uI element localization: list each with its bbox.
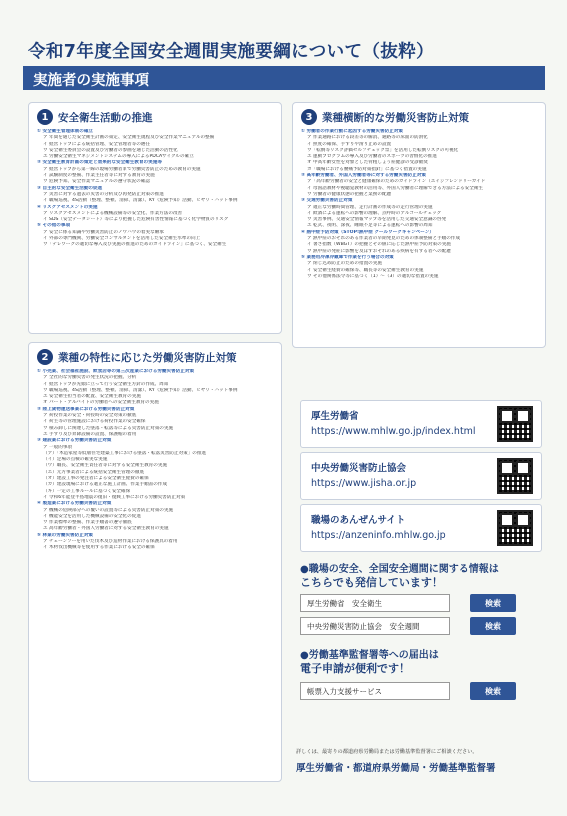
list-item: ア 機械の危険部分への覆いの設置等による災害防止対策の実施 <box>43 507 174 513</box>
section-2-title: 業種の特性に応じた労働災害防止対策 <box>58 351 237 364</box>
list-item: ウ その他関係法令等に基づく（1）〜（3）の適切な措置の実施 <box>307 273 439 279</box>
info-1-heading: ●職場の安全、全国安全週間に関する情報は <box>300 564 499 575</box>
list-item: イ 経営トップが先頭に立って行う安全衛生方針の作成、周知 <box>43 381 169 387</box>
subsection-heading: ② 高年齢労働者、外国人労働者等に対する労働災害防止対策 <box>301 173 426 179</box>
link-anzeninfo-name: 職場のあんぜんサイト <box>311 515 406 526</box>
section-2-list <box>37 369 273 552</box>
list-item: （ア）「木造家屋等低層住宅建築工事における墜落・転落災害防止対策」の推進 <box>43 450 207 456</box>
list-item: ア 年間を通じた安全衛生計画の策定、安全衛生規程及び安全作業マニュアルの整備 <box>43 135 215 141</box>
subsection-heading: ④ リスクアセスメントの実施 <box>37 204 98 210</box>
list-item: イ 飲酒による運転への影響の理解、点呼時のアルコールチェック <box>307 210 442 216</box>
list-item: ア 全社的な労働災害の発生状況の把握、分析 <box>43 375 137 381</box>
subsection-heading: ② 安全衛生教育計画の策定と効果的な安全衛生教育の実施等 <box>37 160 162 166</box>
list-item: イ 暑さ指数（WBGT）の把握とその値に応じた熱中症予防対策の実施 <box>307 242 451 248</box>
list-item: （キ）一定の工事ルールに基づく安全確保 <box>43 488 131 494</box>
list-item: イ 安全衛生経費の確保等、職長等の安全衛生教育の実施 <box>307 267 424 273</box>
section-3-heading <box>301 109 537 125</box>
section-1-heading <box>37 109 273 125</box>
list-item: （イ）足場の点検の確実な実施 <box>43 457 108 463</box>
list-item: ア 熱中症のおそれのある作業者の早期発見のための体制整備と手順の作成 <box>307 236 461 242</box>
list-item: （オ）建設工事の発注者による安全衛生経費の確保 <box>43 476 149 482</box>
list-item: ウ「転倒等リスク評価セルフチェック票」を活用した転倒リスクの可視化 <box>307 147 459 153</box>
list-item: ア 作業通路における段差等の解消、通路等の床面の防滑化 <box>307 135 428 141</box>
info-1-subheading: こちらでも発信しています！ <box>300 576 443 589</box>
list-item: エ 高年齢労働者・外国人労働者に対する安全衛生教育の実施 <box>43 526 169 532</box>
list-item: イ 外部の専門機関、労働安全コンサルタントを活用した安全衛生水準の向上 <box>43 236 201 242</box>
subsection-heading: ② 陸上貨物運送事業における労働災害防止対策 <box>37 406 135 412</box>
search-field[interactable]: 中央労働災害防止協会 安全週間 <box>300 617 450 635</box>
list-item: ウ 熱中症の発症に影響を及ぼすおそれのある疾病を有する者への配慮 <box>307 248 451 254</box>
list-item: ウ 積み卸しに関連した墜落・転落等による災害防止対策の実施 <box>43 425 174 431</box>
section-2-box <box>28 342 282 782</box>
page-title: 令和7年度全国安全週間実施要綱について（抜粋） <box>28 42 435 62</box>
list-item: イ 木材伐出機械等を使用する作業における安全の確保 <box>43 545 155 551</box>
list-item: ウ 作業標準の整備、作業手順書の遵守徹底 <box>43 520 132 526</box>
section-1-box <box>28 102 282 334</box>
subsection-heading: ① 労働者の作業行動に起因する労働災害防止対策 <box>301 129 403 134</box>
link-jisha-name: 中央労働災害防止協会 <box>311 463 407 474</box>
search-field[interactable]: 厚生労働省 安全衛生 <box>300 594 450 612</box>
subsection-heading: ⑤ その他の事項 <box>37 223 71 229</box>
search-button[interactable]: 検索 <box>470 682 516 700</box>
list-item: エ 運動プログラムの導入及び労働者のスポーツの習慣化の推進 <box>307 154 437 160</box>
subsection-heading: ④ 熱中症予防対策（STOP!熱中症 クールワークキャンペーン） <box>301 229 434 235</box>
info-2-subheading: 電子申請が便利です！ <box>300 662 410 675</box>
list-item: イ 経営トップによる統括管理、安全管理者等の選任 <box>43 141 150 147</box>
qr-code-icon <box>497 406 533 442</box>
list-item: ア リスクアセスメントによる機械設備等の安全化、作業方法の改善 <box>43 210 183 216</box>
subsection-heading: ③ 自主的な安全衛生活動の促進 <box>37 185 103 191</box>
list-item: エ 安全衛生担当者の配置、安全衛生教育の実施 <box>43 394 141 400</box>
search-button[interactable]: 検索 <box>470 594 516 612</box>
search-row-3 <box>300 682 516 700</box>
list-item: （エ）元方事業者による統括安全衛生管理の徹底 <box>43 469 145 475</box>
list-item: ウ 災害事例、交通安全情報マップ等を活用した交通安全意識の啓発 <box>307 217 447 223</box>
search-row-1 <box>300 594 516 612</box>
list-item: イ 荷主等の管理施設における荷役作業の安全確保 <box>43 419 146 425</box>
list-item: ア 閉じ込め防止のための措置の実施 <box>307 261 382 267</box>
info-2-heading: ●労働基準監督署等への届出は <box>300 650 439 661</box>
link-mhlw-url[interactable]: https://www.mhlw.go.jp/index.html <box>311 426 476 437</box>
list-item: イ 令和6年能登半島地震の復旧・復興工事における労働災害防止対策 <box>43 494 186 500</box>
list-item: ア 経営トップから第一線の現場労働者まで労働災害防止のための教育の実施 <box>43 166 201 172</box>
list-item: ア 災害に対する過去の災害の分析及び再発防止対策の推進 <box>43 191 164 197</box>
section-3-title: 業種横断的な労働災害防止対策 <box>322 111 469 124</box>
list-item: （ウ）職長、安全衛生責任者等に対する安全衛生教育の実施 <box>43 463 168 469</box>
link-jisha-url[interactable]: https://www.jisha.or.jp <box>311 478 417 489</box>
section-1-title: 安全衛生活動の推進 <box>58 111 153 124</box>
list-item: ア 一般的事項 <box>43 444 73 450</box>
subsection-heading: ① 安全衛生管理体制の確立 <box>37 129 94 134</box>
section-1-number: 1 <box>37 109 53 125</box>
section-3-list <box>301 129 537 280</box>
link-jisha[interactable] <box>300 452 542 500</box>
list-item: イ 職場巡視、4S活動（整理、整頓、清掃、清潔）、KY（危険予知）活動、ヒヤリ・ハット事例 <box>43 198 238 204</box>
list-item: オ パート・アルバイトの労働者への安全衛生教育の実施 <box>43 400 159 406</box>
list-item: ウ 安全衛生委員会の設置及び労働者の参画を通じた活動の活性化 <box>43 147 178 153</box>
list-item: ウ 労働者の健康状態の把握と業務の配慮 <box>307 191 392 197</box>
section-1-list <box>37 129 273 249</box>
list-item: オ 中高年齢女性を対象とした骨粗しょう症健診の受診勧奨 <box>307 160 428 166</box>
qr-code-icon <box>497 510 533 546</box>
link-anzeninfo[interactable] <box>300 504 542 552</box>
list-item: ア「高年齢労働者の安全と健康確保のためのガイドライン（エイジフレンドリーガイド <box>307 179 486 185</box>
list-item: ア 適正な労働時間管理、走行計画の作成等の走行管理の実施 <box>307 204 433 210</box>
search-row-2 <box>300 617 516 635</box>
list-item: エ 労働安全衛生マネジメントシステムの導入によるPDCAサイクルの確立 <box>43 154 194 160</box>
search-field[interactable]: 帳票入力支援サービス <box>300 682 450 700</box>
list-item: ウ 職場巡視、4S活動（整理、整頓、清掃、清潔）、KY（危険予知）活動、ヒヤリ・ハット事例 <box>43 387 238 393</box>
subsection-heading: ③ 建設業における労働災害防止対策 <box>37 438 112 444</box>
footer-organization: 厚生労働省・都道府県労働局・労働基準監督署 <box>296 763 496 774</box>
subsection-heading: ⑤ 林業の労働災害防止対策 <box>37 532 94 538</box>
list-item: エ 乾式、夜明、深夜、睡眠不足等による運転への影響の周知 <box>307 223 433 229</box>
link-mhlw-name: 厚生労働省 <box>311 411 359 422</box>
list-item: ア チェーンソーを用いた伐木及び造材作業における保護具の着用 <box>43 539 178 545</box>
footer-note: 詳しくは、最寄りの都道府県労働局または労働基準監督署にご相談ください。 <box>296 749 478 755</box>
list-item: イ 母国語教材や視聴覚教材の活用等、外国人労働者に理解できる方法による安全衛生 <box>307 185 484 191</box>
list-item: イ 機能安全を活用した機械設備の安全化の促進 <box>43 513 141 519</box>
link-anzeninfo-url[interactable]: https://anzeninfo.mhlw.go.jp <box>311 530 446 541</box>
list-item: エ 手すり及び昇降設備の設置、保護帽の着用 <box>43 431 137 437</box>
link-mhlw[interactable] <box>300 400 542 448</box>
section-3-box <box>292 102 546 348</box>
subsection-heading: ⑤ 業務用冷凍冷蔵庫で作業を行う場合の対策 <box>301 254 394 260</box>
list-item: カ「職場における腰痛予防対策指針」に基づく措置の実施 <box>307 166 427 172</box>
section-2-heading <box>37 349 273 365</box>
subsection-heading: ① 小売業、社会福祉施設、飲食店等の第三次産業における労働災害防止対策 <box>37 369 195 374</box>
list-item: イ SDS（安全データシート）等により把握した危険有害性情報に基づく化学物質のリスク <box>43 217 229 223</box>
list-item: （カ）建設現場における適正な施工計画、作業手順書の作成 <box>43 482 168 488</box>
list-item: ウ「テレワークの適切な導入及び実施の推進のためのガイドライン」に基づく、安全衛生 <box>43 242 227 248</box>
list-item: ア 荷役作業の安全・荷役時の安全対策の徹底 <box>43 413 137 419</box>
list-item: ア 安全に係る知識や労働災害防止のノウハウの着実な継承 <box>43 229 164 235</box>
list-item: イ 試験制度の整備、作業主任者等に対する教育の実施 <box>43 173 155 179</box>
section-banner: 実施者の実施事項 <box>23 66 545 90</box>
subsection-heading: ③ 交通労働災害防止対策 <box>301 198 353 204</box>
qr-code-icon <box>497 458 533 494</box>
section-2-number: 2 <box>37 349 53 365</box>
list-item: ウ 危険予知、安全作業マニュアルの遵守状況の確認 <box>43 179 150 185</box>
subsection-heading: ④ 製造業における労働災害防止対策 <box>37 501 112 507</box>
section-3-number: 3 <box>301 109 317 125</box>
list-item: イ 照度の確保、手すりや滑り止めの設置 <box>307 141 392 147</box>
search-button[interactable]: 検索 <box>470 617 516 635</box>
